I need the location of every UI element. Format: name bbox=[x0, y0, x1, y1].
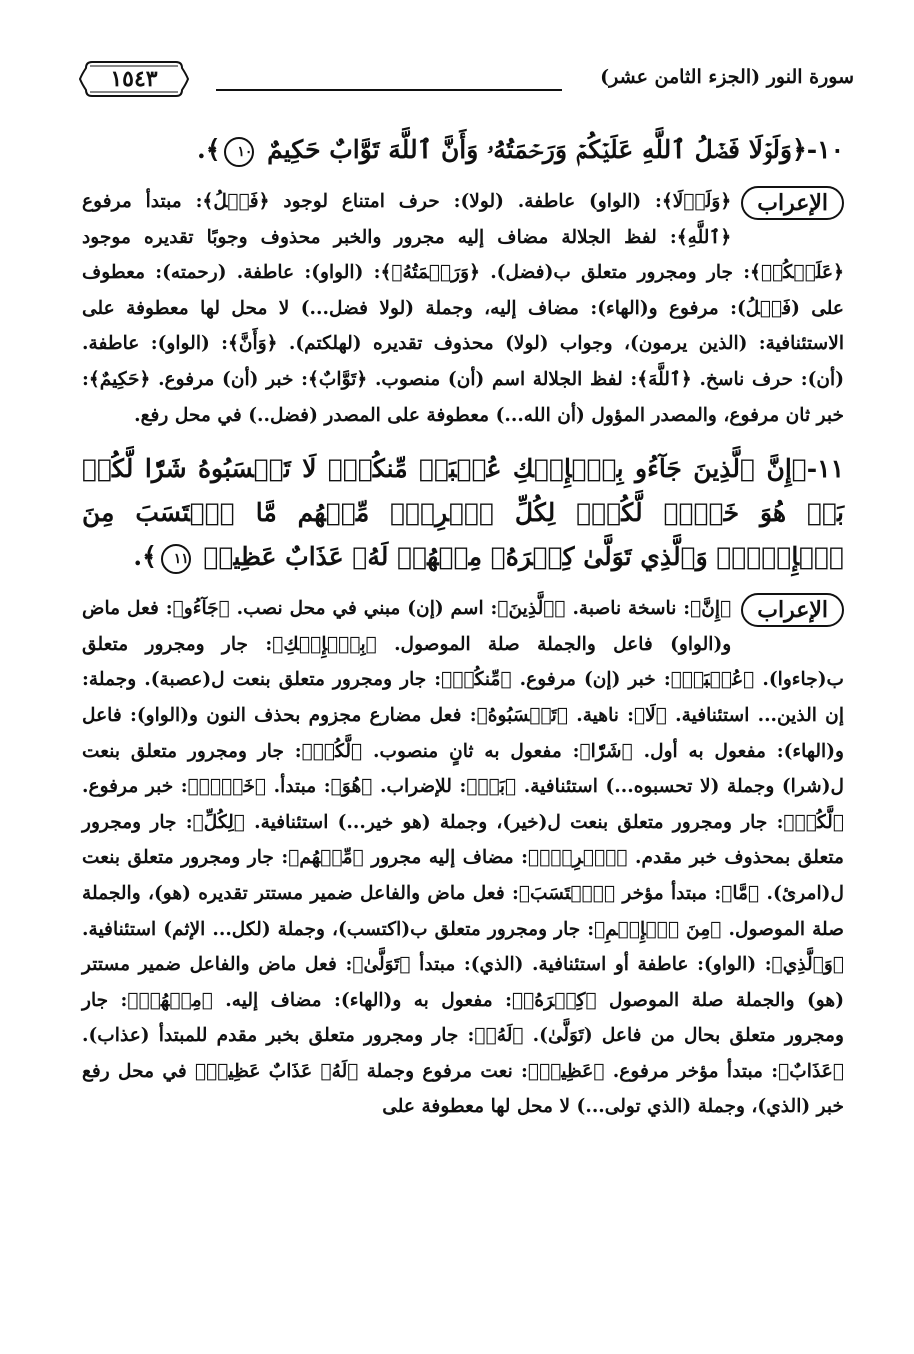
verse-close-bracket: ﴾. bbox=[133, 542, 157, 572]
verse-11 bbox=[82, 447, 844, 579]
verse-close-bracket: ﴾. bbox=[197, 135, 221, 164]
running-title: سورة النور (الجزء الثامن عشر) bbox=[600, 66, 854, 88]
verse-10 bbox=[82, 128, 844, 172]
irab-label-badge: الإعراب bbox=[741, 593, 844, 627]
verse-10-text: ١٠-﴿وَلَوۡلَا فَضۡلُ ٱللَّهِ عَلَيۡكُمۡ وَرَحۡمَتُهُۥ وَأَنَّ ٱللَّهَ تَوَّابٌ حَكِيمٌ bbox=[267, 135, 844, 164]
irab-section-11 bbox=[82, 591, 844, 1125]
page-number-badge bbox=[78, 58, 190, 100]
verse-11-text: ١١-﴿إِنَّ ٱلَّذِينَ جَآءُو بِٱلۡإِفۡكِ عُصۡبَةٞ مِّنكُمۡۚ لَا تَحۡسَبُوهُ شَرّٗا لَّكُمۖ بَلۡ هُوَ خَيۡرٞ لَّكُمۡۚ لِكُلِّ ٱمۡرِيٕٖ مِّنۡهُم مَّا ٱكۡتَسَبَ مِنَ ٱلۡإِثۡمِۚ وَٱلَّذِي تَوَلَّىٰ كِبۡرَهُۥ مِنۡهُمۡ لَهُۥ عَذَابٌ عَظِيمٞ bbox=[82, 454, 844, 572]
irab-section-10 bbox=[82, 184, 844, 433]
ayah-number-marker: ١٠ bbox=[224, 137, 254, 167]
ayah-number-marker: ١١ bbox=[161, 544, 191, 574]
header-rule bbox=[216, 89, 562, 91]
page-number: ١٥٤٣ bbox=[110, 66, 158, 92]
page-content bbox=[82, 128, 844, 1139]
irab-text-10: ﴿وَلَوۡلَا﴾: (الواو) عاطفة. (لولا): حرف امتناع لوجود ﴿فَضۡلُ﴾: مبتدأ مرفوع ﴿ٱللَّهِ﴾: لفظ الجلالة مضاف إليه مجرور والخبر محذوف وجوبًا تقديره موجود ﴿عَلَيۡكُمۡ﴾: جار ومجرور متعلق ب(فضل). ﴿وَرَحۡمَتُهُۥ﴾: (الواو): عاطفة. (رحمته): معطوف على (فَضۡلُ): مرفوع و(الهاء): مضاف إليه، وجملة (لولا فضل...) لا محل لها معطوفة على الاستئنافية: (الذين يرمون)، وجواب (لولا) محذوف تقديره (لهلكتم). ﴿وَأَنَّ﴾: (الواو): عاطفة. (أن): حرف ناسخ. ﴿ٱللَّهَ﴾: لفظ الجلالة اسم (أن) منصوب. ﴿تَوَّابٌ﴾: خبر (أن) مرفوع. ﴿حَكِيمٌ﴾: خبر ثان مرفوع، والمصدر المؤول (أن الله...) معطوفة على المصدر (فضل..) في محل رفع. bbox=[82, 191, 844, 426]
irab-text-11: ﴿إِنَّ﴾: ناسخة ناصبة. ﴿ٱلَّذِينَ﴾: اسم (إن) مبني في محل نصب. ﴿جَآءُو﴾: فعل ماض و(الواو) فاعل والجملة صلة الموصول. ﴿بِٱلۡإِفۡكِ﴾: جار ومجرور متعلق ب(جاءوا). ﴿عُصۡبَةٞ﴾: خبر (إن) مرفوع. ﴿مِّنكُمۡ﴾: جار ومجرور متعلق بنعت ل(عصبة). وجملة: إن الذين... استئنافية. ﴿لَا﴾: ناهية. ﴿تَحۡسَبُوهُ﴾: فعل مضارع مجزوم بحذف النون و(الواو): فاعل و(الهاء): مفعول به أول. ﴿شَرّٗا﴾: مفعول به ثانٍ منصوب. ﴿لَّكُمۖ﴾: جار ومجرور متعلق بنعت ل(شرا) وجملة (لا تحسبوه...) استئنافية. ﴿بَلۡ﴾: للإضراب. ﴿هُوَ﴾: مبتدأ. ﴿خَيۡرٞ﴾: خبر مرفوع. ﴿لَّكُمۡ﴾: جار ومجرور متعلق بنعت ل(خير)، وجملة (هو خير...) استئنافية. ﴿لِكُلِّ﴾: جار ومجرور متعلق بمحذوف خبر مقدم. ﴿ٱمۡرِيٕٖ﴾: مضاف إليه مجرور ﴿مِّنۡهُم﴾: جار ومجرور متعلق بنعت ل(امرئ). ﴿مَّا﴾: مبتدأ مؤخر ﴿ٱكۡتَسَبَ﴾: فعل ماض والفاعل ضمير مستتر تقديره (هو)، والجملة صلة الموصول. ﴿مِنَ ٱلۡإِثۡمِ﴾: جار ومجرور متعلق ب(اكتسب)، وجملة (لكل... الإثم) استئنافية. ﴿وَٱلَّذِي﴾: (الواو): عاطفة أو استئنافية. (الذي): مبتدأ ﴿تَوَلَّىٰ﴾: فعل ماض والفاعل ضمير مستتر (هو) والجملة صلة الموصول ﴿كِبۡرَهُۥ﴾: مفعول به و(الهاء): مضاف إليه. ﴿مِنۡهُمۡ﴾: جار ومجرور متعلق بحال من فاعل (تَوَلَّىٰ). ﴿لَهُۥ﴾: جار ومجرور متعلق بخبر مقدم للمبتدأ (عذاب). ﴿عَذَابٌ﴾: مبتدأ مؤخر مرفوع. ﴿عَظِيمٞ﴾: نعت مرفوع وجملة ﴿لَهُۥ عَذَابٌ عَظِيمٞ﴾ في محل رفع خبر (الذي)، وجملة (الذي تولى...) لا محل لها معطوفة على bbox=[82, 598, 844, 1118]
irab-label-badge: الإعراب bbox=[741, 186, 844, 220]
page-header bbox=[78, 52, 854, 102]
